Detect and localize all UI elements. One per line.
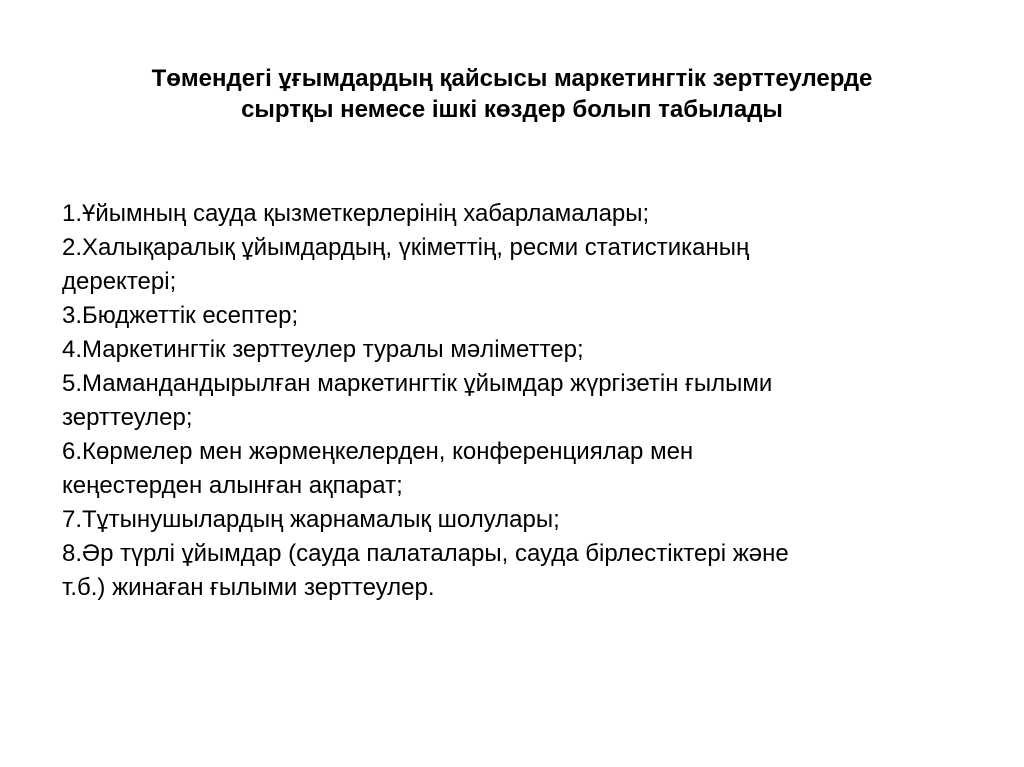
list-item <box>62 197 912 231</box>
slide-title-line: сыртқы немесе ішкі көздер болып табылады <box>241 96 783 123</box>
list-item-line: 1.Ұйымның сауда қызметкерлерінің хабарламалары; <box>62 200 650 227</box>
list-item-line: деректері; <box>62 268 177 295</box>
list-item-line: 3.Бюджеттік есептер; <box>62 302 299 329</box>
list-item-line: зерттеулер; <box>62 404 193 431</box>
slide-title-line: Төмендегі ұғымдардың қайсысы маркетингтік зерттеулерде <box>151 65 873 92</box>
sources-list <box>62 197 912 605</box>
list-item-line: т.б.) жинаған ғылыми зерттеулер. <box>62 574 435 601</box>
list-item-line: 6.Көрмелер мен жәрмеңкелерден, конференциялар мен <box>62 438 694 465</box>
list-item <box>62 231 912 299</box>
list-item-line: 7.Тұтынушылардың жарнамалық шолулары; <box>62 506 560 533</box>
list-item <box>62 333 912 367</box>
list-item <box>62 299 912 333</box>
list-item <box>62 367 912 435</box>
list-item-line: 8.Әр түрлі ұйымдар (сауда палаталары, сауда бірлестіктері және <box>62 540 789 567</box>
list-item-line: 5.Мамандандырылған маркетингтік ұйымдар жүргізетін ғылыми <box>62 370 773 397</box>
slide-title <box>60 63 964 125</box>
list-item-line: кеңестерден алынған ақпарат; <box>62 472 403 499</box>
list-item <box>62 503 912 537</box>
list-item-line: 2.Халықаралық ұйымдардың, үкіметтің, ресми статистиканың <box>62 234 750 261</box>
list-item <box>62 537 912 605</box>
list-item-line: 4.Маркетингтік зерттеулер туралы мәліметтер; <box>62 336 584 363</box>
list-item <box>62 435 912 503</box>
